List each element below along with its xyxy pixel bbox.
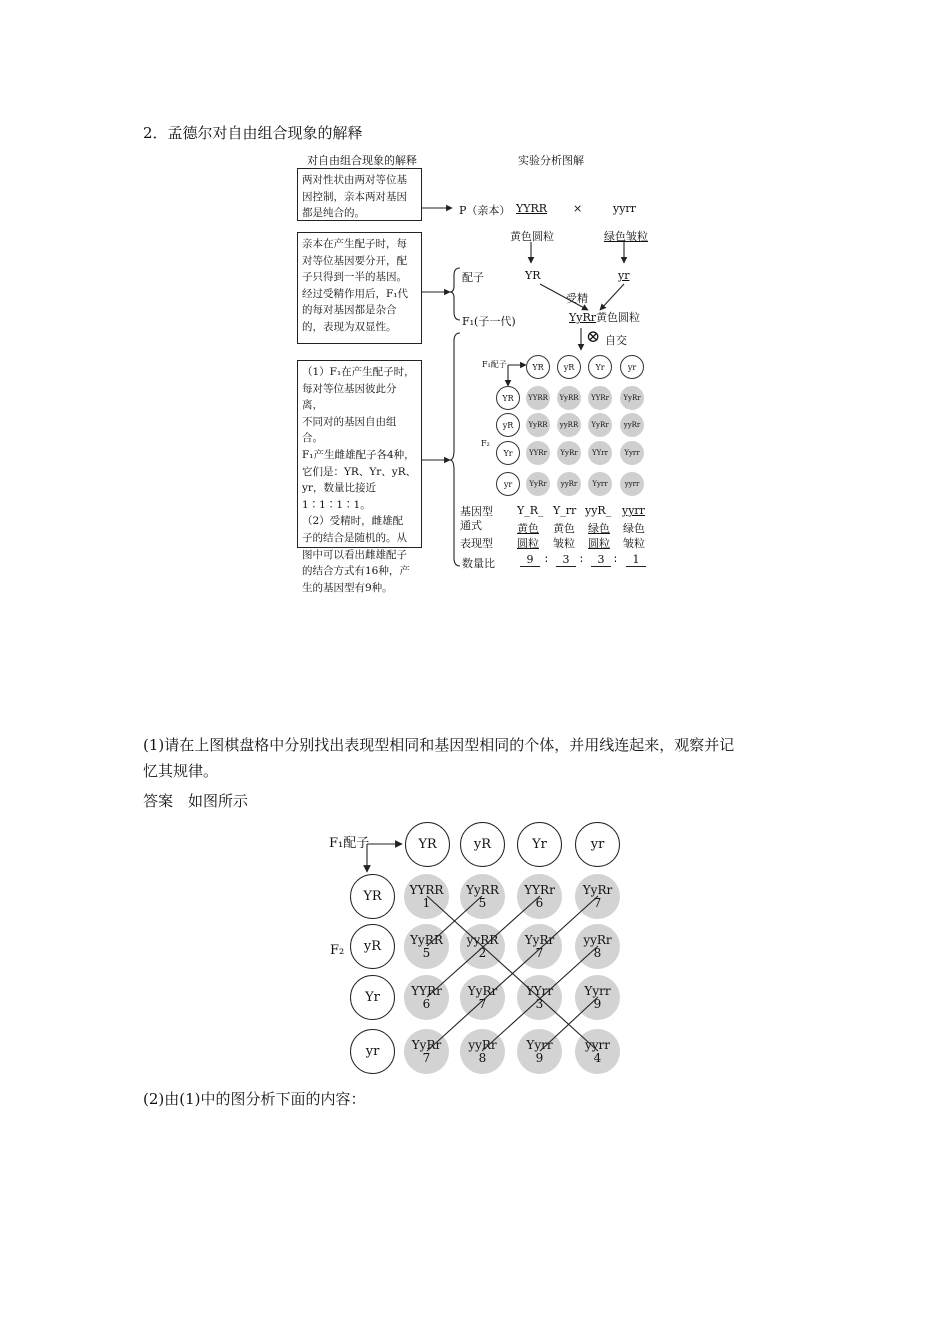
cell-genotype: YyRr: [582, 882, 613, 897]
cell-genotype: YYRr: [411, 983, 442, 998]
gamete-col-circle: Yr: [517, 822, 562, 867]
small-f2-label: F₂: [481, 439, 490, 448]
ratio-value: 3: [591, 553, 611, 567]
small-gamete-row: yr: [496, 472, 520, 496]
phenotype-line1: 绿色: [588, 522, 610, 535]
ratio-separator: ∶: [614, 553, 617, 566]
fertilization-label: 受精: [566, 292, 588, 305]
box2-line: 的，表现为双显性。: [302, 320, 397, 333]
small-punnett-cell: YYRr: [588, 386, 612, 410]
p-left-phenotype: 黄色圆粒: [510, 230, 554, 243]
phenotype-line2: 皱粒: [553, 537, 575, 550]
cell-number: 7: [422, 1050, 431, 1065]
cell-number: 7: [593, 895, 602, 910]
gamete-row-circle: yR: [350, 924, 395, 969]
genotype-formula: Y_rr: [553, 504, 577, 517]
cross-symbol: ×: [573, 202, 583, 215]
genotype-formula: Y_R_: [517, 504, 544, 517]
cell-genotype: YyRR: [466, 882, 499, 897]
cell-number: 6: [422, 996, 431, 1011]
cell-number: 5: [422, 945, 431, 960]
cell-number: 1: [422, 895, 431, 910]
cell-number: 7: [535, 945, 544, 960]
question-1-line: 忆其规律。: [143, 762, 219, 780]
box3-line: F₁产生雌雄配子各4种，: [302, 448, 415, 461]
cell-genotype: Yyrr: [526, 1037, 553, 1052]
phenotype-line2: 皱粒: [623, 537, 645, 550]
box3-line: 不同对的基因自由组合。: [302, 415, 397, 445]
small-punnett-cell: YyRR: [557, 386, 581, 410]
box3-line: 生的基因型有9种。: [302, 581, 393, 594]
gamete-left: YR: [525, 269, 541, 282]
cell-genotype: YYRR: [409, 882, 444, 897]
small-punnett-cell: YyRr: [557, 441, 581, 465]
question-2: (2)由(1)中的图分析下面的内容：: [143, 1090, 366, 1108]
box1-line: 两对性状由两对等位基: [302, 174, 407, 186]
cell-genotype: YYrr: [525, 983, 554, 998]
p-left-genotype: YYRR: [516, 202, 548, 215]
f1-pheno-text: 黄色圆粒: [596, 311, 641, 324]
small-punnett-cell: yyRR: [557, 413, 581, 437]
section-title: 2．孟德尔对自由组合现象的解释: [143, 124, 363, 142]
small-punnett-cell: YYrr: [588, 441, 612, 465]
cell-genotype: YyRr: [524, 932, 555, 947]
small-gamete-col: YR: [526, 355, 550, 379]
col-right-header: 实验分析图解: [518, 154, 584, 167]
box3-line: 的结合方式有16种，产: [302, 565, 410, 578]
box3-line: 图中可以看出雌雄配子: [302, 548, 407, 561]
p-label: P（亲本）: [459, 204, 511, 217]
cell-genotype: yyRr: [583, 932, 612, 947]
small-punnett-cell: yyrr: [620, 472, 644, 496]
box2-line: 经过受精作用后，F₁代: [302, 287, 408, 300]
question-1-line: (1)请在上图棋盘格中分别找出表现型相同和基因型相同的个体，并用线连起来，观察并记: [143, 736, 735, 754]
box3-line: yr，数量比接近1∶1∶1∶1。: [302, 482, 376, 511]
gamete-row-circle: YR: [350, 874, 395, 919]
phenotype-label: 表现型: [460, 537, 493, 550]
box2-line: 亲本在产生配子时，每: [302, 238, 407, 250]
ratio-separator: ∶: [545, 553, 548, 566]
cell-number: 8: [593, 945, 602, 960]
box3-line: 子的结合是随机的。从: [302, 531, 407, 544]
small-gamete-col: Yr: [588, 355, 612, 379]
cell-genotype: YYRr: [524, 882, 555, 897]
p-right-genotype: yyrr: [613, 202, 636, 215]
box1-line: 都是纯合的。: [302, 207, 365, 220]
cell-number: 6: [535, 895, 544, 910]
f1-geno-text: YyRr: [569, 311, 597, 324]
phenotype-line2: 圆粒: [588, 537, 610, 550]
small-punnett-cell: Yyrr: [620, 441, 644, 465]
genotype-label-2: 通式: [460, 519, 482, 532]
cell-genotype: YyRr: [467, 983, 498, 998]
small-f1-gamete-label: F₁配子: [482, 360, 507, 369]
phenotype-line1: 黄色: [517, 522, 539, 535]
small-punnett-cell: Yyrr: [588, 472, 612, 496]
box2-line: 对等位基因要分开，配: [302, 254, 407, 267]
box1-line: 因控制，亲本两对基因: [302, 190, 407, 203]
f2-label: F₂: [330, 943, 345, 958]
genotype-formula: yyR_: [585, 504, 612, 517]
cell-genotype: YyRr: [411, 1037, 442, 1052]
phenotype-line1: 黄色: [553, 522, 575, 535]
self-cross-label: 自交: [605, 334, 627, 347]
gamete-col-circle: yr: [575, 822, 620, 867]
box2-line: 的每对基因都是杂合: [302, 304, 397, 317]
phenotype-line2: 圆粒: [517, 537, 539, 550]
cell-genotype: yyrr: [584, 1037, 611, 1052]
box3-line: （1）F₁在产生配子时，: [302, 366, 415, 378]
ratio-separator: ∶: [580, 553, 583, 566]
cell-genotype: yyRr: [468, 1037, 497, 1052]
ratio-value: 3: [556, 553, 576, 567]
cell-genotype: Yyrr: [584, 983, 611, 998]
small-gamete-col: yR: [557, 355, 581, 379]
cell-number: 8: [478, 1050, 487, 1065]
small-gamete-col: yr: [620, 355, 644, 379]
box3-line: 每对等位基因彼此分离，: [302, 382, 397, 412]
small-gamete-row: YR: [496, 386, 520, 410]
f1-label: F₁(子一代): [462, 315, 516, 328]
small-punnett-cell: yyRr: [620, 413, 644, 437]
gamete-label: 配子: [462, 271, 484, 284]
box3-line: （2）受精时，雌雄配: [302, 515, 404, 528]
cell-number: 2: [478, 945, 487, 960]
cell-genotype: yyRR: [466, 932, 499, 947]
small-punnett-cell: YYRr: [526, 441, 550, 465]
small-gamete-row: Yr: [496, 441, 520, 465]
gamete-right: yr: [618, 269, 630, 282]
small-punnett-cell: YyRR: [526, 413, 550, 437]
gamete-col-circle: yR: [460, 822, 505, 867]
answer-text: 答案 如图所示: [143, 792, 249, 810]
gamete-row-circle: yr: [350, 1029, 395, 1074]
small-punnett-cell: YyRr: [620, 386, 644, 410]
genotype-label: 基因型: [460, 505, 493, 518]
box3-line: 它们是：YR、Yr、yR、: [302, 465, 417, 478]
small-punnett-cell: YYRR: [526, 386, 550, 410]
f1-gamete-label: F₁配子: [329, 836, 370, 851]
small-punnett-cell: YyRr: [526, 472, 550, 496]
cell-number: 9: [535, 1050, 544, 1065]
box2-line: 子只得到一半的基因。: [302, 271, 407, 284]
cell-genotype: YyRR: [410, 932, 443, 947]
small-punnett-cell: YyRr: [588, 413, 612, 437]
cell-number: 5: [478, 895, 487, 910]
gamete-col-circle: YR: [405, 822, 450, 867]
cell-number: 3: [535, 996, 544, 1011]
ratio-value: 1: [626, 553, 646, 567]
gamete-row-circle: Yr: [350, 975, 395, 1020]
small-punnett-cell: yyRr: [557, 472, 581, 496]
genotype-formula: yyrr: [622, 504, 645, 517]
cell-number: 7: [478, 996, 487, 1011]
cell-number: 4: [593, 1050, 602, 1065]
small-gamete-row: yR: [496, 413, 520, 437]
ratio-value: 9: [520, 553, 540, 567]
p-right-phenotype: 绿色皱粒: [604, 230, 648, 243]
phenotype-line1: 绿色: [623, 522, 645, 535]
col-left-header: 对自由组合现象的解释: [307, 154, 417, 167]
ratio-label: 数量比: [462, 557, 495, 570]
self-cross-icon: ⊗: [586, 327, 601, 347]
cell-number: 9: [593, 996, 602, 1011]
